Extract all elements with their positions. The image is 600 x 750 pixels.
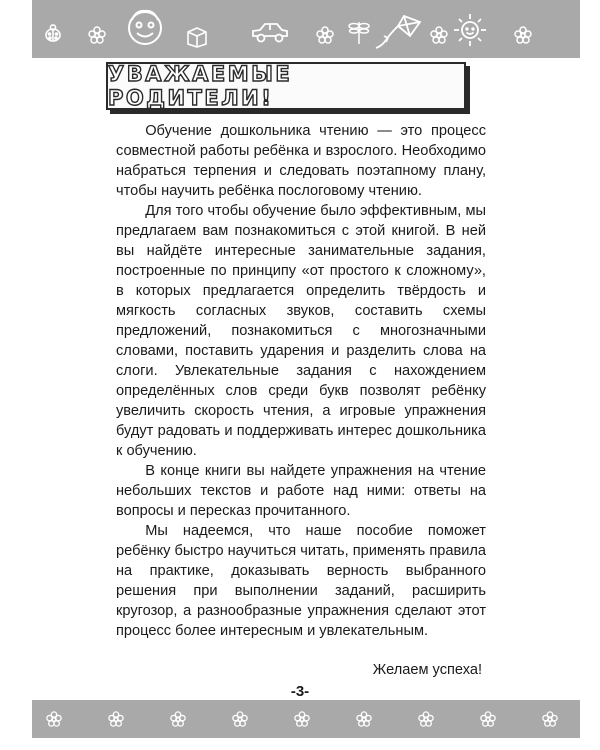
- body-text: [116, 121, 486, 641]
- ladybug-icon: [42, 22, 64, 44]
- toy-blocks-icon: [184, 24, 210, 48]
- paragraph: Обучение дошкольника чтению — это процесс совместной работы ребёнка и взрослого. Необходимо набраться терпения и следовать поэтапному плану, чтобы научить ребёнка послоговому чтению.: [116, 123, 486, 199]
- page-title: УВАЖАЕМЫЕ РОДИТЕЛИ!: [108, 62, 293, 110]
- kite-icon: [374, 12, 424, 52]
- dragonfly-icon: [348, 18, 370, 46]
- flower-icon: [108, 711, 124, 727]
- sun-icon: [452, 12, 488, 48]
- flower-icon: [316, 26, 334, 44]
- closing-line: [116, 660, 486, 680]
- bottom-decorative-band: [32, 700, 580, 738]
- flower-icon: [542, 711, 558, 727]
- smiley-face-icon: [124, 6, 166, 48]
- paragraph: В конце книги вы найдете упражнения на чтение небольших текстов и работе над ними: ответы на вопросы и пересказ прочитанного.: [116, 463, 486, 519]
- flower-icon: [418, 711, 434, 727]
- page-number: -3-: [290, 683, 310, 700]
- page-title-box: [106, 62, 466, 110]
- flower-icon: [46, 711, 62, 727]
- flower-icon: [514, 26, 532, 44]
- paragraph: Мы надеемся, что наше пособие поможет ребёнку быстро научиться читать, применять правила на практике, доказывать верность выбранного решения при выполнении заданий, расширить кругозор, а разнообразные упражнения сделают этот процесс более интересным и увлекательным.: [116, 523, 486, 639]
- flower-icon: [88, 26, 106, 44]
- flower-icon: [430, 26, 448, 44]
- flower-icon: [480, 711, 496, 727]
- car-icon: [250, 20, 290, 44]
- closing-text: Желаем успеха!: [372, 662, 482, 678]
- flower-icon: [294, 711, 310, 727]
- flower-icon: [170, 711, 186, 727]
- flower-icon: [356, 711, 372, 727]
- flower-icon: [232, 711, 248, 727]
- paragraph: Для того чтобы обучение было эффективным, мы предлагаем вам познакомиться с этой книгой. В ней вы найдёте интересные занимательные задания, построенные по принципу «от простого к сложному», в которых предлагается определить твёрдость и мягкость согласных звуков, составить схемы предложений, познакомиться с многозначными словами, поставить ударения и разделить слова на слоги. Увлекательные задания с нахождением определённых слов среди букв позволят ребёнку увеличить скорость чтения, а игровые упражнения будут радовать и поддерживать интерес дошкольника к обучению.: [116, 203, 486, 459]
- top-decorative-band: [32, 0, 580, 58]
